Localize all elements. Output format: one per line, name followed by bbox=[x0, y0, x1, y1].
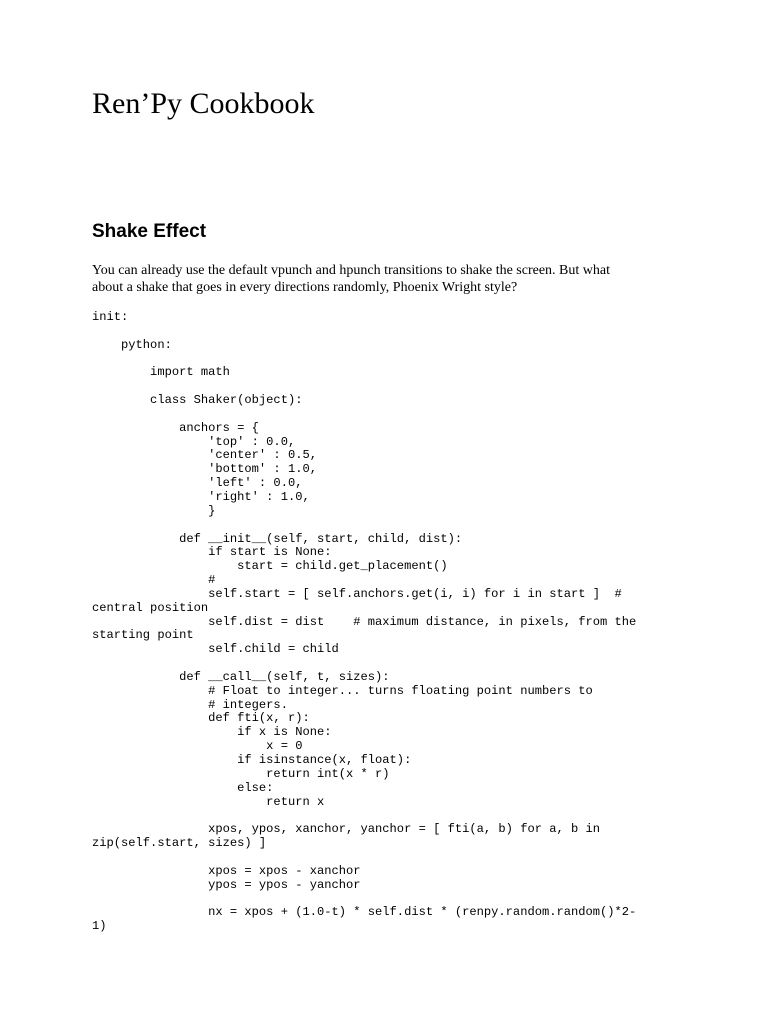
code-line: xpos = xpos - xanchor bbox=[92, 863, 361, 878]
code-line: self.start = [ self.anchors.get(i, i) for i in start ] # bbox=[92, 586, 622, 601]
code-line: 'top' : 0.0, bbox=[92, 434, 296, 449]
intro-line: about a shake that goes in every directions randomly, Phoenix Wright style? bbox=[92, 280, 518, 295]
code-line: init: bbox=[92, 310, 129, 324]
code-line: 'left' : 0.0, bbox=[92, 476, 303, 491]
code-line: def __call__(self, t, sizes): bbox=[92, 669, 390, 684]
code-line: xpos, ypos, xanchor, yanchor = [ fti(a, b) for a, b in bbox=[92, 822, 601, 837]
code-line: return x bbox=[92, 794, 325, 809]
code-line bbox=[92, 809, 692, 823]
code-line: starting point bbox=[92, 628, 194, 643]
code-line: zip(self.start, sizes) ] bbox=[92, 836, 267, 851]
code-line: self.child = child bbox=[92, 642, 339, 657]
code-line bbox=[92, 380, 692, 394]
code-line: if start is None: bbox=[92, 545, 332, 560]
code-line: class Shaker(object): bbox=[92, 393, 303, 408]
code-line bbox=[92, 408, 692, 422]
code-line bbox=[92, 519, 692, 533]
code-line: # integers. bbox=[92, 697, 288, 712]
code-line bbox=[92, 657, 692, 671]
code-line: if isinstance(x, float): bbox=[92, 753, 412, 767]
code-line: return int(x * r) bbox=[92, 766, 390, 781]
code-line: x = 0 bbox=[92, 739, 303, 754]
code-line bbox=[92, 325, 692, 339]
section-heading: Shake Effect bbox=[92, 221, 207, 242]
code-line: # bbox=[92, 573, 216, 588]
code-line bbox=[92, 353, 692, 367]
code-line bbox=[92, 851, 692, 865]
intro-paragraph bbox=[92, 262, 682, 296]
code-line: anchors = { bbox=[92, 420, 259, 435]
code-line: start = child.get_placement() bbox=[92, 559, 448, 574]
code-line: self.dist = dist # maximum distance, in pixels, from the bbox=[92, 614, 637, 629]
code-line: python: bbox=[92, 337, 172, 352]
intro-line: You can already use the default vpunch and hpunch transitions to shake the screen. But what bbox=[92, 263, 610, 278]
code-line: 'center' : 0.5, bbox=[92, 448, 317, 463]
code-line: 'bottom' : 1.0, bbox=[92, 462, 317, 477]
code-line: ypos = ypos - yanchor bbox=[92, 877, 361, 892]
code-line: } bbox=[92, 503, 216, 518]
code-line: 1) bbox=[92, 919, 107, 934]
code-line: # Float to integer... turns floating point numbers to bbox=[92, 683, 593, 698]
code-line bbox=[92, 892, 692, 906]
code-line: if x is None: bbox=[92, 725, 332, 740]
code-line: def __init__(self, start, child, dist): bbox=[92, 531, 463, 546]
code-line: 'right' : 1.0, bbox=[92, 489, 310, 504]
code-line: import math bbox=[92, 365, 230, 380]
code-line: central position bbox=[92, 600, 209, 615]
code-line: def fti(x, r): bbox=[92, 711, 310, 726]
code-block bbox=[92, 311, 692, 934]
document-title: Ren’Py Cookbook bbox=[92, 87, 315, 120]
code-line: else: bbox=[92, 780, 274, 795]
code-line: nx = xpos + (1.0-t) * self.dist * (renpy.random.random()*2- bbox=[92, 905, 637, 920]
